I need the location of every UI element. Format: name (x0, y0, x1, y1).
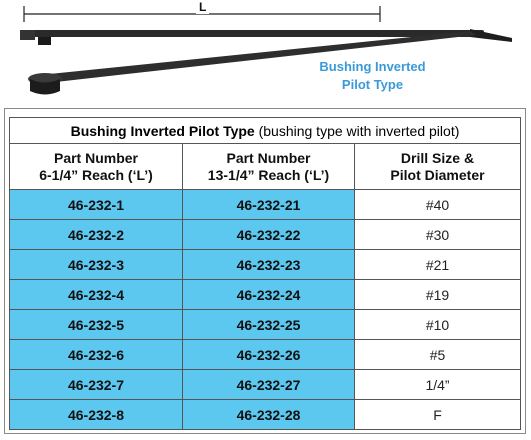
part-number-short: 46-232-8 (10, 400, 183, 430)
table-row (10, 310, 521, 340)
drill-size: F (355, 400, 521, 430)
part-number-long: 46-232-21 (183, 190, 355, 220)
part-number-short: 46-232-6 (10, 340, 183, 370)
part-number-long: 46-232-22 (183, 220, 355, 250)
table-row (10, 370, 521, 400)
header-line: Part Number (226, 149, 311, 166)
header-line: Drill Size & (400, 149, 475, 166)
part-number-long: 46-232-27 (183, 370, 355, 400)
figure-caption (300, 58, 445, 94)
part-number-long: 46-232-23 (183, 250, 355, 280)
dimension-label: L (196, 0, 209, 14)
drill-size: #19 (355, 280, 521, 310)
part-number-long: 46-232-28 (183, 400, 355, 430)
drill-size: #5 (355, 340, 521, 370)
header-line: 13-1/4” Reach (‘L’) (207, 166, 330, 183)
part-number-long: 46-232-26 (183, 340, 355, 370)
column-header-drill-size (355, 144, 521, 190)
drill-size: #21 (355, 250, 521, 280)
table-row (10, 190, 521, 220)
part-number-short: 46-232-4 (10, 280, 183, 310)
table-title (10, 118, 521, 144)
table-title-bold: Bushing Inverted Pilot Type (70, 122, 255, 139)
caption-line-1: Bushing Inverted (319, 59, 426, 74)
header-line: Part Number (53, 149, 139, 166)
part-number-short: 46-232-2 (10, 220, 183, 250)
table-row (10, 280, 521, 310)
column-header-short-reach (10, 144, 183, 190)
table-row (10, 340, 521, 370)
part-number-short: 46-232-1 (10, 190, 183, 220)
part-number-short: 46-232-5 (10, 310, 183, 340)
header-line: Pilot Diameter (390, 166, 485, 183)
drill-size: #10 (355, 310, 521, 340)
column-header-row (10, 144, 521, 190)
drill-size: #30 (355, 220, 521, 250)
spec-table (9, 117, 521, 430)
drill-size: #40 (355, 190, 521, 220)
part-number-long: 46-232-24 (183, 280, 355, 310)
table-title-row (10, 118, 521, 144)
product-illustration (0, 0, 531, 108)
part-number-short: 46-232-7 (10, 370, 183, 400)
caption-line-2: Pilot Type (341, 77, 404, 92)
table-row (10, 400, 521, 430)
part-number-long: 46-232-25 (183, 310, 355, 340)
table-title-rest: (bushing type with inverted pilot) (254, 122, 460, 139)
drill-size: 1/4” (355, 370, 521, 400)
column-header-long-reach (183, 144, 355, 190)
header-line: 6-1/4” Reach (‘L’) (39, 166, 153, 183)
part-number-short: 46-232-3 (10, 250, 183, 280)
table-row (10, 250, 521, 280)
table-row (10, 220, 521, 250)
